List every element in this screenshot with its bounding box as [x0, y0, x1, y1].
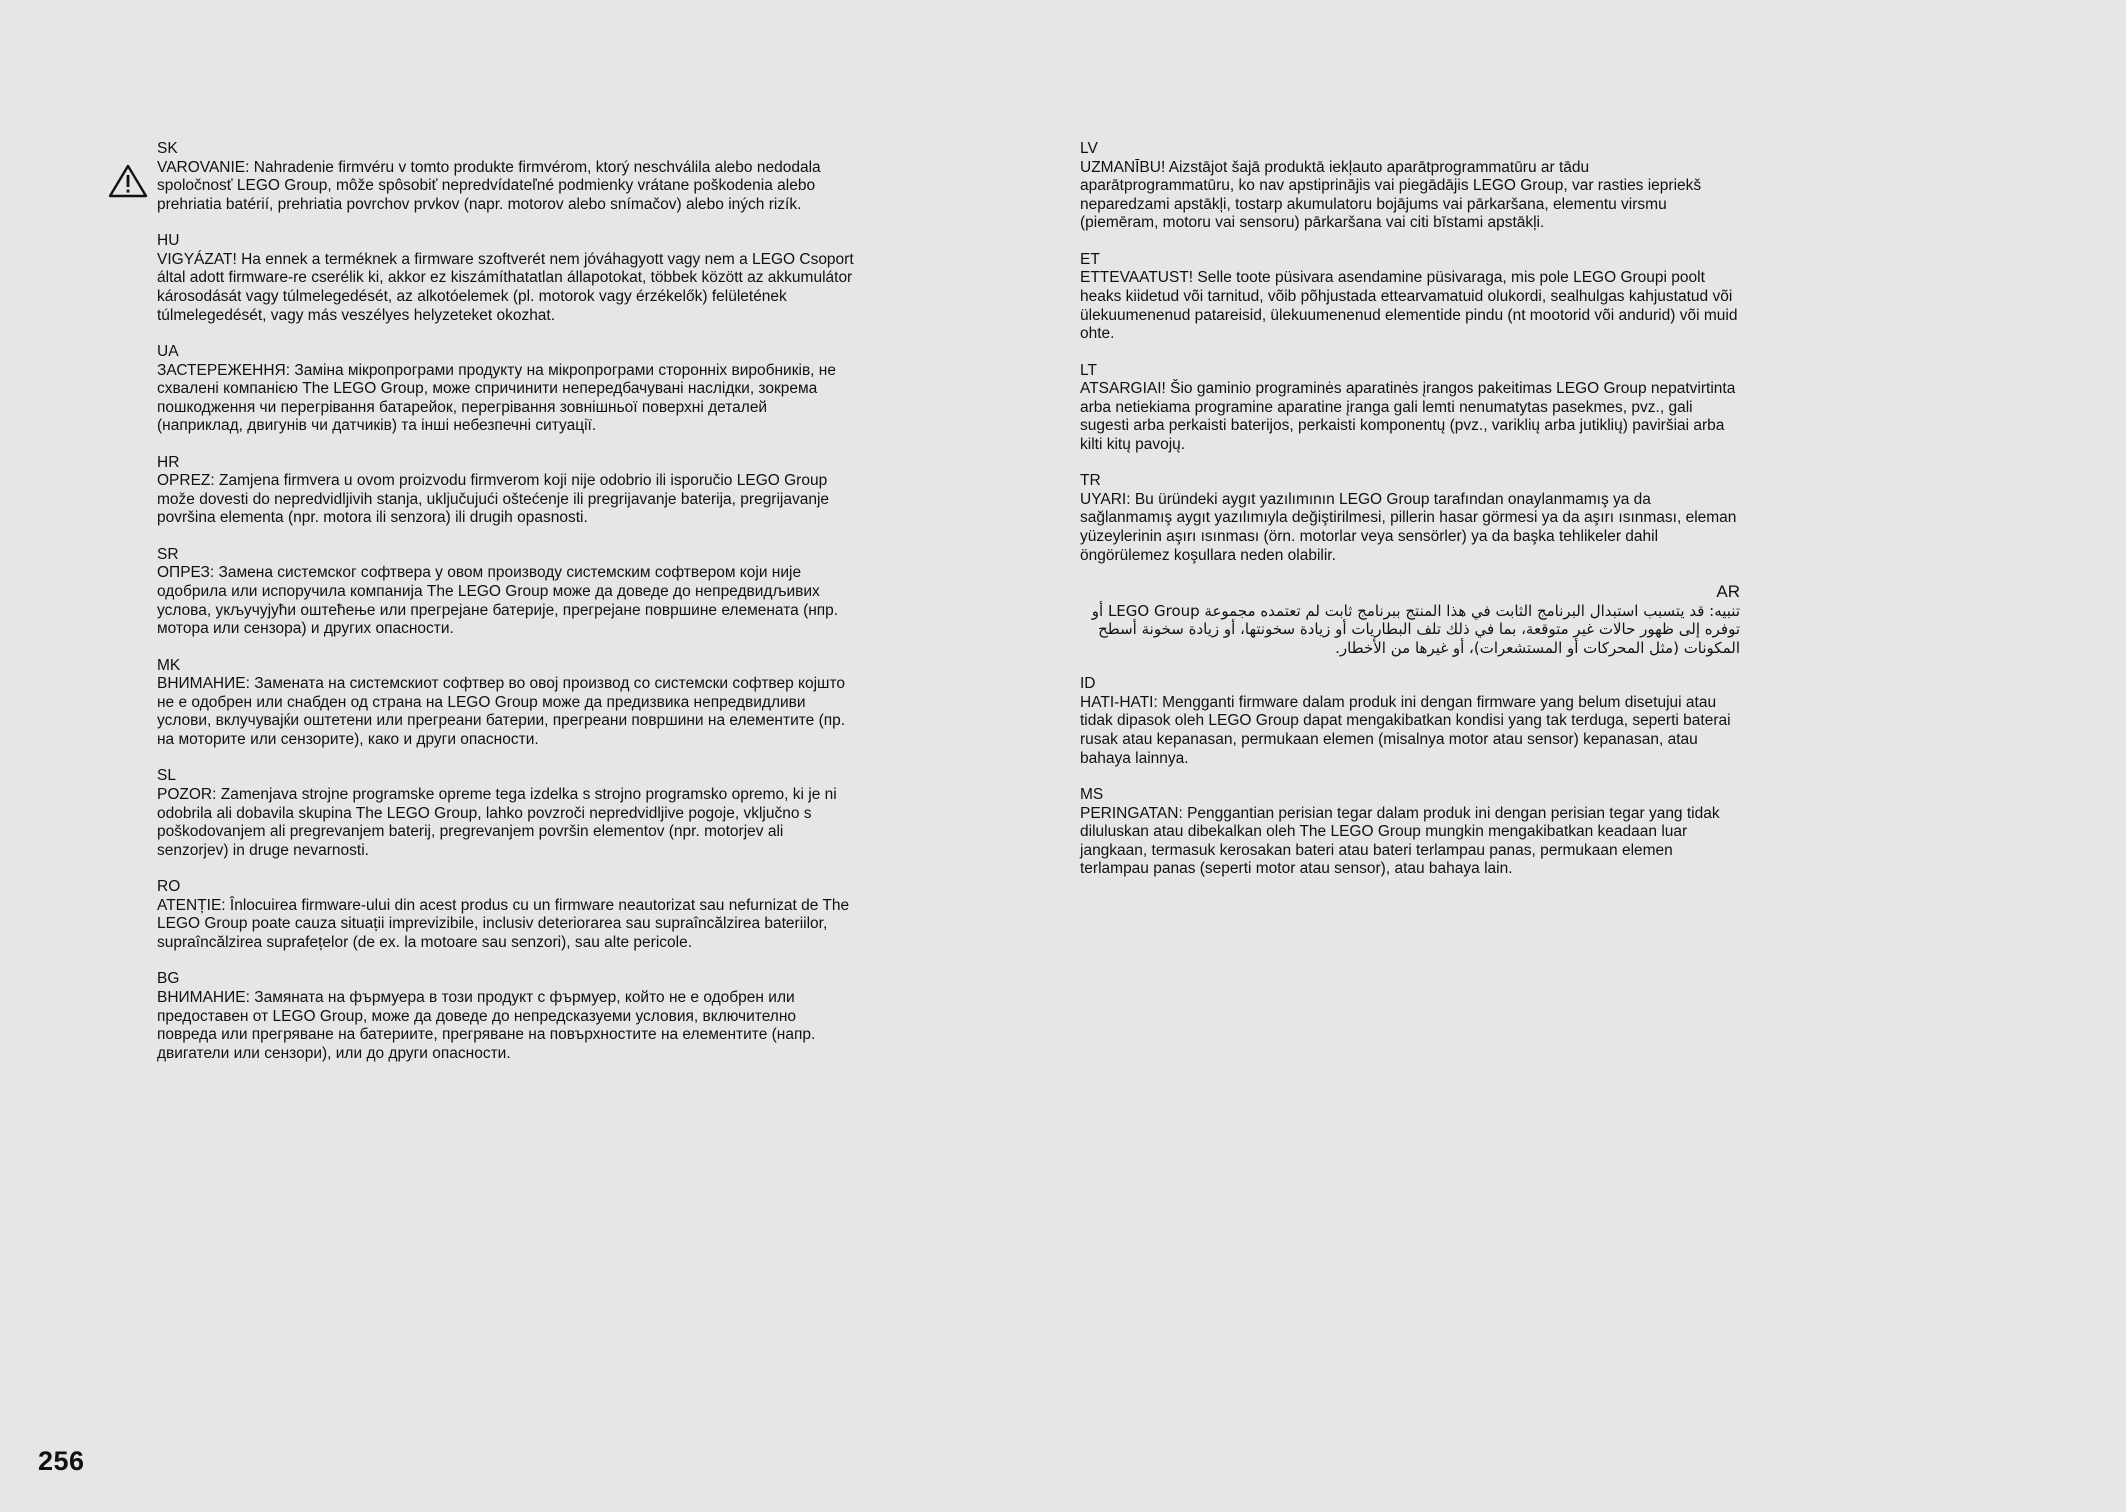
language-code: SR [157, 545, 179, 563]
warning-block-mk [157, 657, 857, 750]
language-code: TR [1080, 472, 1101, 490]
warning-block-hr [157, 454, 857, 528]
warning-block-id [1080, 675, 1740, 768]
language-code: UA [157, 342, 179, 360]
language-code: AR [1716, 582, 1740, 602]
language-code: ET [1080, 250, 1100, 268]
page-number: 256 [38, 1446, 85, 1476]
warning-text: POZOR: Zamenjava strojne programske opreme tega izdelka s strojno programsko opremo, ki je ni odobrila ali dobavila skupina The LEGO Group, lahko povzroči nepredvidljive pogoje, vključno s poškodovanjem ali pregrevanjem baterij, pregrevanjem površin elementov (npr. motorjev ali senzorjev) in druge nevarnosti. [157, 786, 837, 859]
language-code: HR [157, 453, 180, 471]
warning-block-et [1080, 251, 1740, 344]
warning-triangle-icon [108, 164, 148, 198]
warning-block-bg [157, 970, 857, 1063]
language-code: MS [1080, 786, 1104, 803]
warning-text: ВНИМАНИЕ: Замяната на фърмуера в този продукт с фърмуер, който не е одобрен или предоставен от LEGO Group, може да доведе до непредсказуеми условия, включително повреда или прегряване на батериите, прегряване на повърхностите на елементите (напр. двигатели или сензори), или до други опасности. [157, 988, 816, 1062]
language-code: ID [1080, 675, 1096, 693]
warning-block-tr [1080, 472, 1740, 565]
language-code: MK [157, 656, 181, 674]
warning-block-hu [157, 232, 857, 325]
warning-block-ar [1080, 583, 1740, 657]
language-code: LT [1080, 361, 1097, 379]
warning-text: ЗАСТЕРЕЖЕННЯ: Заміна мікропрограми продукту на мікропрограми сторонніх виробників, не схвалені компанією The LEGO Group, може спричинити непередбачувані наслідки, зокрема пошкодження чи перегрівання батарейок, перегрівання зовнішньої поверхні деталей (наприклад, двигунів чи датчиків) та інші небезпечні ситуації. [157, 361, 836, 435]
warning-text: ОПРЕЗ: Замена системског софтвера у овом производу системским софтвером који није одобрила или испоручила компанија The LEGO Group може да доведе до непредвидљивих услова, укључујући оштећење или прегрејане батерије, прегрејане површине елемената (нпр. мотора или сензора) и других опасности. [157, 564, 839, 638]
warning-text: ATSARGIAI! Šio gaminio programinės aparatinės įrangos pakeitimas LEGO Group nepatvirtinta arba netiekiama programine aparatine įranga gali lemti nenumatytas pasekmes, pvz., gali sugesti arba perkaisti baterijos, perkaisti komponentų (pvz., variklių arba jutiklių) paviršiai arba kilti kitų pavojų. [1080, 380, 1736, 453]
language-code: BG [157, 970, 180, 988]
warning-text: PERINGATAN: Penggantian perisian tegar dalam produk ini dengan perisian tegar yang tidak diluluskan atau dibekalkan oleh The LEGO Group mungkin mengakibatkan keadaan luar jangkaan, termasuk kerosakan bateri atau bateri terlampau panas, permukaan elemen terlampau panas (seperti motor atau sensor), atau bahaya lain. [1080, 804, 1720, 878]
warning-text: UYARI: Bu üründeki aygıt yazılımının LEGO Group tarafından onaylanmamış ya da sağlanmamış aygıt yazılımıyla değiştirilmesi, pillerin hasar görmesi ya da aşırı ısınması, eleman yüzeylerinin aşırı ısınması (örn. motorlar veya sensörler) ya da başka tehlikeler dahil öngörülemez koşullara neden olabilir. [1080, 490, 1737, 564]
warning-text: VIGYÁZAT! Ha ennek a terméknek a firmware szoftverét nem jóváhagyott vagy nem a LEGO Csoport által adott firmware-re cserélik ki, akkor ez kiszámíthatatlan állapotokat, többek között az akkumulátor károsodását vagy túlmelegedését, az alkotóelemek (pl. motorok vagy érzékelők) felületének túlmelegedését, vagy más veszélyes helyzeteket okozhat. [157, 250, 854, 324]
warning-text: OPREZ: Zamjena firmvera u ovom proizvodu firmverom koji nije odobrio ili isporučio LEGO Group može dovesti do nepredvidljivih stanja, uključujući oštećenje ili pregrijavanje baterija, pregrijavanje površina elementa (npr. motora ili senzora) ili drugih opasnosti. [157, 472, 830, 527]
language-code: SK [157, 140, 178, 157]
warning-text: تنبيه: قد يتسبب استبدال البرنامج الثابت في هذا المنتج ببرنامج ثابت لم تعتمده مجموعة LEGO Group أو توفره إلى ظهور حالات غير متوقعة، بما في ذلك تلف البطاريات أو زيادة سخونتها، أو زيادة سخونة أسطح المكونات (مثل المحركات أو المستشعرات)، أو غيرها من الأخطار. [1091, 601, 1740, 657]
warning-text: ВНИМАНИЕ: Замената на системскиот софтвер во овој производ со системски софтвер којшто не е одобрен или снабден од страна на LEGO Group може да предизвика непредвидливи услови, вклучувајќи оштетени или прегреани батерии, прегреани површини на елементите (пр. на моторите или сензорите), како и други опасности. [157, 675, 846, 749]
language-code: SL [157, 767, 176, 785]
warning-block-ro [157, 878, 857, 952]
language-code: RO [157, 878, 181, 896]
warning-block-sl [157, 767, 857, 860]
left-column [157, 140, 857, 1081]
warning-block-ua [157, 343, 857, 436]
warning-block-sk [157, 140, 857, 214]
language-code: LV [1080, 140, 1098, 157]
warning-text: ETTEVAATUST! Selle toote püsivara asendamine püsivaraga, mis pole LEGO Groupi poolt heaks kiidetud või tarnitud, võib põhjustada ettearvamatuid olukordi, sealhulgas kahjustatud või ülekuumenenud patareisid, ülekuumenenud elementide pindu (nt mootorid või andurid) või muid ohte. [1080, 269, 1738, 343]
warning-block-lt [1080, 362, 1740, 455]
warning-text: UZMANĪBU! Aizstājot šajā produktā iekļauto aparātprogrammatūru ar tādu aparātprogrammatūru, ko nav apstiprinājis vai piegādājis LEGO Group, var rasties iepriekš neparedzami apstākļi, tostarp akumulatoru bojājums vai pārkaršana, elementu virsmu (piemēram, motoru vai sensoru) pārkaršana vai citi bīstami apstākļi. [1080, 158, 1702, 232]
language-code: HU [157, 232, 180, 250]
warning-text: VAROVANIE: Nahradenie firmvéru v tomto produkte firmvérom, ktorý neschválila alebo nedodala spoločnosť LEGO Group, môže spôsobiť nepredvídateľné podmienky vrátane poškodenia alebo prehriatia batérií, prehriatia povrchov prvkov (napr. motorov alebo snímačov) alebo iných rizík. [157, 158, 821, 213]
warning-text: HATI-HATI: Mengganti firmware dalam produk ini dengan firmware yang belum disetujui atau tidak dipasok oleh LEGO Group dapat mengakibatkan kondisi yang tak terduga, seperti baterai rusak atau kepanasan, permukaan elemen (misalnya motor atau sensor) kepanasan, atau bahaya lainnya. [1080, 693, 1731, 767]
warning-block-ms [1080, 786, 1740, 879]
right-column [1080, 140, 1740, 897]
warning-block-sr [157, 546, 857, 639]
warning-text: ATENȚIE: Înlocuirea firmware-ului din acest produs cu un firmware neautorizat sau nefurnizat de The LEGO Group poate cauza situații imprevizibile, inclusiv deteriorarea sau supraîncălzirea bateriilor, supraîncălzirea suprafețelor (de ex. la motoare sau senzori), sau alte pericole. [157, 896, 850, 951]
warning-block-lv [1080, 140, 1740, 233]
